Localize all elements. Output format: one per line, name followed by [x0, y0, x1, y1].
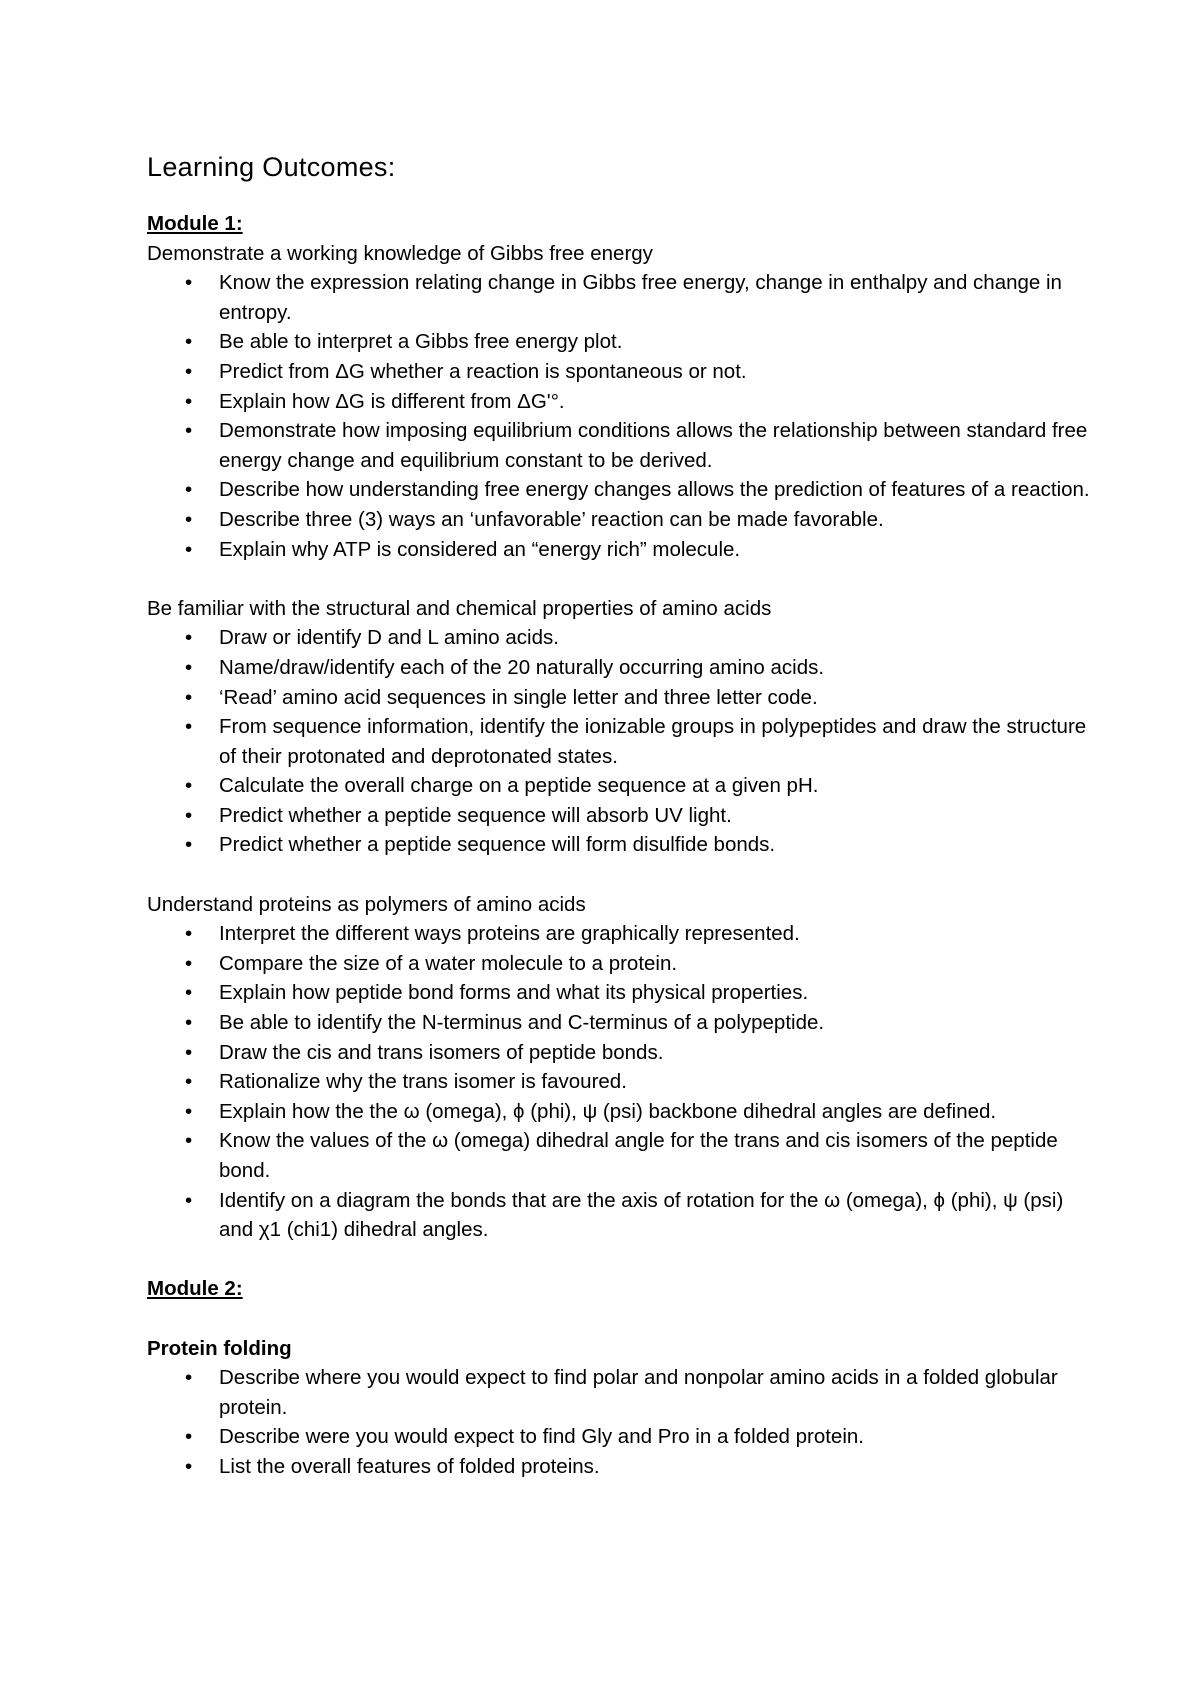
gibbs-section-heading: Demonstrate a working knowledge of Gibbs free energy [147, 241, 653, 265]
list-item: • Explain why ATP is considered an “energy rich” molecule. [147, 535, 1097, 565]
list-item: • Describe how understanding free energy changes allows the prediction of features of a reaction. [147, 475, 1097, 505]
spacer [147, 860, 1097, 890]
amino-acids-section-heading: Be familiar with the structural and chemical properties of amino acids [147, 596, 772, 620]
proteins-polymers-section-heading: Understand proteins as polymers of amino acids [147, 892, 586, 916]
list-item: • Interpret the different ways proteins are graphically represented. [147, 919, 1097, 949]
list-item: • Know the values of the ω (omega) dihedral angle for the trans and cis isomers of the peptide bond. [147, 1126, 1097, 1185]
list-item: • From sequence information, identify the ionizable groups in polypeptides and draw the structure of their protonated and deprotonated states. [147, 712, 1097, 771]
list-item: • Identify on a diagram the bonds that are the axis of rotation for the ω (omega), ϕ (phi), ψ (psi) and χ1 (chi1) dihedral angles. [147, 1186, 1097, 1245]
gibbs-outcomes-list [147, 268, 1097, 564]
module-2-section [147, 1274, 1097, 1481]
list-item: • Explain how the the ω (omega), ϕ (phi), ψ (psi) backbone dihedral angles are defined. [147, 1097, 1097, 1127]
list-item: • ‘Read’ amino acid sequences in single letter and three letter code. [147, 683, 1097, 713]
list-item: • Be able to interpret a Gibbs free energy plot. [147, 327, 1097, 357]
list-item: • Describe where you would expect to find polar and nonpolar amino acids in a folded globular protein. [147, 1363, 1097, 1422]
amino-acids-outcomes-list [147, 623, 1097, 860]
document-page [147, 147, 1097, 1482]
list-item: • Demonstrate how imposing equilibrium conditions allows the relationship between standard free energy change and equilibrium constant to be derived. [147, 416, 1097, 475]
document-title: Learning Outcomes: [147, 152, 396, 182]
module-1-section [147, 209, 1097, 1245]
list-item: • Compare the size of a water molecule to a protein. [147, 949, 1097, 979]
list-item: • Explain how peptide bond forms and what its physical properties. [147, 978, 1097, 1008]
list-item: • Calculate the overall charge on a peptide sequence at a given pH. [147, 771, 1097, 801]
list-item: • Draw or identify D and L amino acids. [147, 623, 1097, 653]
protein-folding-outcomes-list [147, 1363, 1097, 1481]
list-item: • Draw the cis and trans isomers of peptide bonds. [147, 1038, 1097, 1068]
list-item: • Rationalize why the trans isomer is favoured. [147, 1067, 1097, 1097]
protein-folding-heading: Protein folding [147, 1336, 292, 1360]
spacer [147, 1304, 1097, 1334]
proteins-polymers-outcomes-list [147, 919, 1097, 1245]
list-item: • Predict whether a peptide sequence will absorb UV light. [147, 801, 1097, 831]
module-1-heading: Module 1: [147, 212, 243, 235]
list-item: • Describe three (3) ways an ‘unfavorable’ reaction can be made favorable. [147, 505, 1097, 535]
list-item: • Describe were you would expect to find Gly and Pro in a folded protein. [147, 1422, 1097, 1452]
list-item: • List the overall features of folded proteins. [147, 1452, 1097, 1482]
spacer [147, 564, 1097, 594]
list-item: • Know the expression relating change in Gibbs free energy, change in enthalpy and change in entropy. [147, 268, 1097, 327]
list-item: • Explain how ΔG is different from ΔG'°. [147, 387, 1097, 417]
spacer [147, 1245, 1097, 1275]
list-item: • Name/draw/identify each of the 20 naturally occurring amino acids. [147, 653, 1097, 683]
list-item: • Predict whether a peptide sequence will form disulfide bonds. [147, 830, 1097, 860]
list-item: • Be able to identify the N-terminus and C-terminus of a polypeptide. [147, 1008, 1097, 1038]
module-2-heading: Module 2: [147, 1277, 243, 1301]
list-item: • Predict from ΔG whether a reaction is spontaneous or not. [147, 357, 1097, 387]
